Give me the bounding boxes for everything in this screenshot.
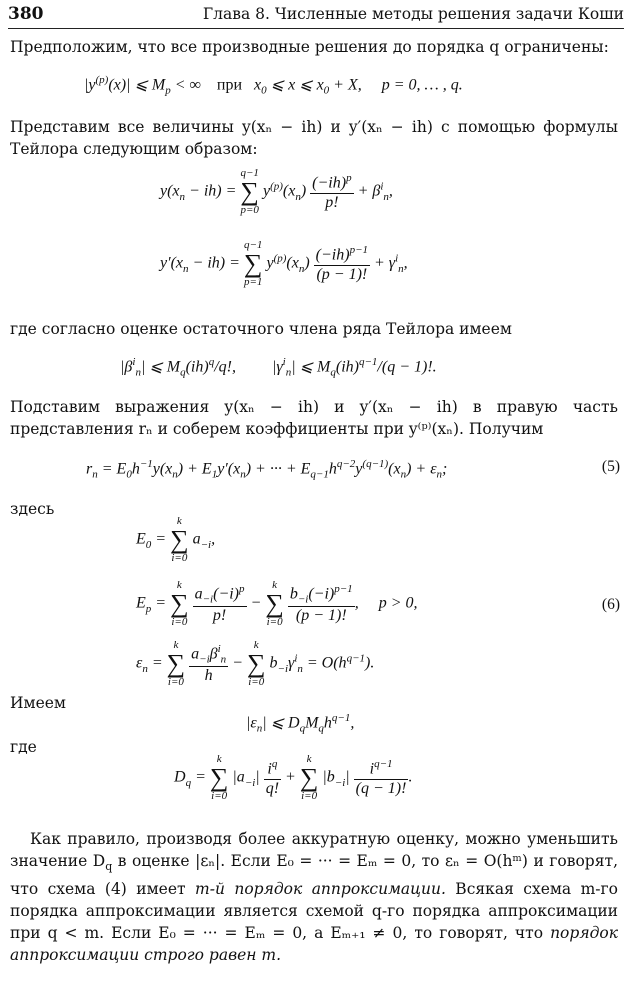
conclusion-term-order: m-й порядок аппроксимации. — [195, 880, 446, 899]
formula-epsilon-bound: $|\varepsilon_n|$ ⩽ $D_qM_qh^{q-1}$, — [246, 712, 355, 735]
formula-taylor-yprime: $y'(x_n - ih)$ = q−1 ∑ p=1 $y^{(p)}(x_n)$ $\frac{(-ih)^{p-1}}{(p - 1)!}$ + $\gamma^i_n$, — [160, 239, 408, 288]
formula-Ep: $E_p$ = k ∑ i=0 $\frac{a_{-i}(-i)^p}{p!}$ − k ∑ i=0 $\frac{b_{-i}(-i)^{p-1}}{(p - 1)!}$ , p > 0, — [136, 579, 418, 628]
conclusion-part-1: Как правило, производя более аккуратную оценку, можно уменьшить значение D — [10, 830, 618, 870]
paragraph-taylor: Представим все величины y(xₙ − ih) и y′(xₙ − ih) с помощью формулы Тейлора следующим образом: — [10, 118, 618, 158]
paragraph-remainder: где согласно оценке остаточного члена ряда Тейлора имеем — [10, 320, 512, 338]
paragraph-substitute: Подставим выражения y(xₙ − ih) и y′(xₙ − ih) в правую часть представления rₙ и соберем коэффициенты при y⁽ᵖ⁾(xₙ). Получим — [10, 398, 618, 438]
formula-bound: $|y^{(p)}(x)|$ ⩽ $M_p$ < ∞ при $x_0$ ⩽ x ⩽ $x_0 + X$, p = 0, … , q. — [84, 74, 463, 97]
label-where: где — [10, 738, 37, 756]
running-title: Глава 8. Численные методы решения задачи Коши — [202, 5, 624, 23]
formula-E0: $E_0$ = k ∑ i=0 $a_{-i}$, — [136, 515, 216, 564]
label-have: Имеем — [10, 694, 66, 712]
formula-residual: $r_n = E_0h^{-1}y(x_n) + E_1y'(x_n)$ + ··· + $E_{q-1}h^{q-2}y^{(q-1)}(x_n) + \varepsilon_n$; — [86, 458, 448, 481]
page-header — [8, 2, 624, 29]
formula-remainder-bounds: $|\beta^i_n|$ ⩽ $M_q(ih)^q/q$!, $|\gamma^i_n|$ ⩽ $M_q(ih)^{q-1}/(q - 1)$!. — [120, 356, 437, 379]
conclusion-part-4: Всякая схема m-го порядка аппроксимации является схемой q-го порядка аппроксимации при q < m. Если E₀ = ··· = Eₘ = 0, а Eₘ₊₁ ≠ 0, то говорят, что — [10, 880, 618, 943]
conclusion-term-exact-order: порядок аппроксимации строго равен m. — [10, 924, 618, 965]
formula-taylor-y: $y(x_n - ih)$ = q−1 ∑ p=0 $y^{(p)}(x_n)$ $\frac{(-ih)^p}{p!}$ + $\beta^i_n$, — [160, 167, 393, 216]
paragraph-assumption: Предположим, что все производные решения до порядка q ограничены: — [10, 38, 609, 56]
label-here: здесь — [10, 500, 55, 518]
formula-Dq: $D_q$ = k ∑ i=0 $|a_{-i}|$ $\frac{i^q}{q!}$ + k ∑ i=0 $|b_{-i}|$ $\frac{i^{q-1}}{(q - 1)!}$ . — [174, 753, 413, 802]
equation-number-6: (6) — [601, 596, 620, 613]
formula-epsilon: $\varepsilon_n$ = k ∑ i=0 $\frac{a_{-i}\beta^i_n}{h}$ − k ∑ i=0 $b_{-i}\gamma^i_n = O(h^{q-1})$. — [136, 639, 375, 688]
page-number: 380 — [8, 4, 44, 24]
conclusion-part-2: в оценке |εₙ|. Если E₀ = ··· = Eₘ = 0, то εₙ = O(hᵐ) и говорят, что схема (4) имеет — [10, 852, 618, 899]
paragraph-conclusion: Как правило, производя более аккуратную оценку, можно уменьшить значение $D_q$ в оценке |εₙ|. Если E₀ = ··· = Eₘ = 0, то εₙ = O(hᵐ) и говорят, что схема (4) имеет m-й порядок аппроксимации. Всякая схема m-го порядка аппроксимации является схемой q-го порядка аппроксимации при q < m. Если E₀ = ··· = Eₘ = 0, а Eₘ₊₁ ≠ 0, то говорят, что порядок аппроксимации строго равен m. — [10, 830, 618, 965]
equation-number-5: (5) — [601, 458, 620, 475]
